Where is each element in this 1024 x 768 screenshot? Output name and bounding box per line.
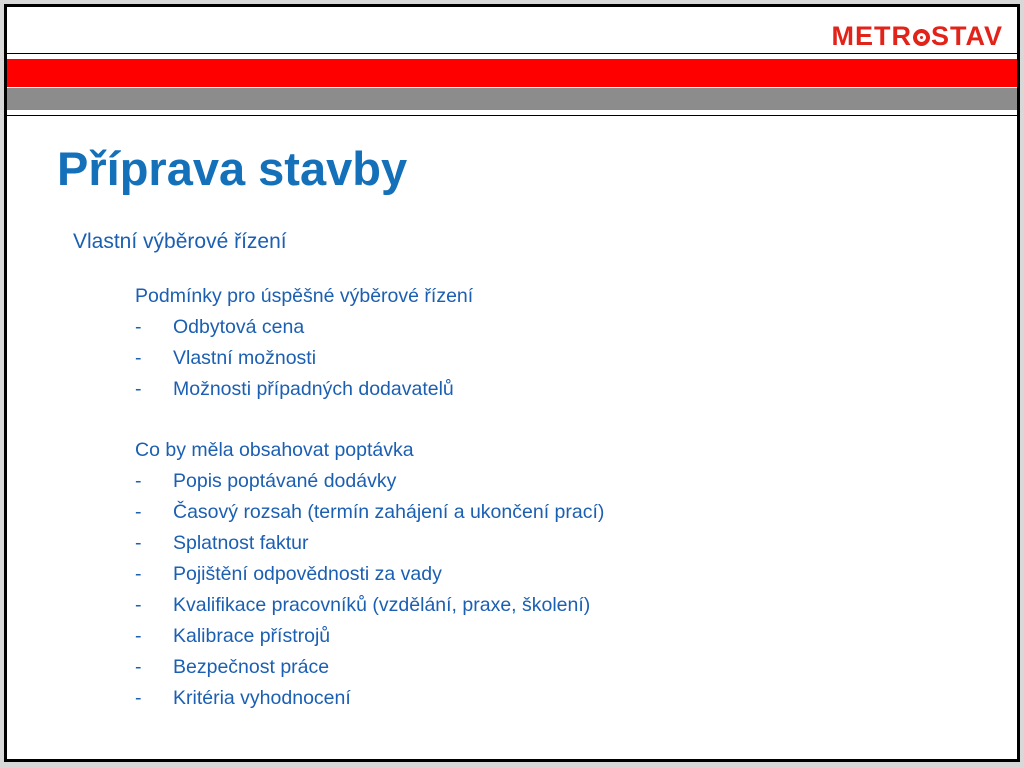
logo-ring-icon: [913, 29, 930, 46]
section-conditions: [135, 281, 473, 405]
slide-title: Příprava stavby: [57, 142, 408, 195]
list-item-text: Vlastní možnosti: [173, 347, 317, 369]
list-item-text: Splatnost faktur: [173, 532, 309, 554]
bullet-list: [135, 312, 473, 405]
bullet-dash: -: [135, 316, 142, 338]
list-item-text: Pojištění odpovědnosti za vady: [173, 563, 442, 585]
bullet-dash: -: [135, 656, 142, 678]
bullet-dash: -: [135, 378, 142, 400]
header-gray-band: [7, 88, 1017, 110]
bullet-dash: -: [135, 347, 142, 369]
list-item: [135, 621, 604, 652]
section-heading: Podmínky pro úspěšné výběrové řízení: [135, 285, 474, 307]
bullet-dash: -: [135, 687, 142, 709]
list-item-text: Odbytová cena: [173, 316, 305, 338]
header-divider-bottom: [7, 115, 1017, 116]
section-inquiry: [135, 435, 604, 714]
slide: [4, 4, 1020, 762]
bullet-dash: -: [135, 470, 142, 492]
list-item-text: Časový rozsah (termín zahájení a ukončení prací): [173, 501, 605, 523]
slide-subtitle: Vlastní výběrové řízení: [73, 230, 287, 253]
bullet-dash: -: [135, 532, 142, 554]
list-item: [135, 528, 604, 559]
list-item: [135, 312, 473, 343]
bullet-dash: -: [135, 594, 142, 616]
list-item: [135, 683, 604, 714]
header-divider-top: [7, 53, 1017, 54]
list-item: [135, 652, 604, 683]
list-item: [135, 374, 473, 405]
list-item: [135, 590, 604, 621]
list-item-text: Kritéria vyhodnocení: [173, 687, 351, 709]
list-item-text: Kvalifikace pracovníků (vzdělání, praxe, školení): [173, 594, 591, 616]
list-item-text: Popis poptávané dodávky: [173, 470, 397, 492]
logo-text-left: METR: [831, 21, 912, 51]
list-item: [135, 559, 604, 590]
list-item: [135, 343, 473, 374]
metrostav-logo: [831, 23, 1003, 50]
section-heading: Co by měla obsahovat poptávka: [135, 439, 414, 461]
list-item-text: Možnosti případných dodavatelů: [173, 378, 454, 400]
bullet-list: [135, 466, 604, 714]
bullet-dash: -: [135, 625, 142, 647]
list-item: [135, 497, 604, 528]
logo-text-right: STAV: [930, 21, 1003, 51]
bullet-dash: -: [135, 563, 142, 585]
bullet-dash: -: [135, 501, 142, 523]
header-red-band: [7, 59, 1017, 87]
list-item: [135, 466, 604, 497]
list-item-text: Bezpečnost práce: [173, 656, 330, 678]
list-item-text: Kalibrace přístrojů: [173, 625, 331, 647]
